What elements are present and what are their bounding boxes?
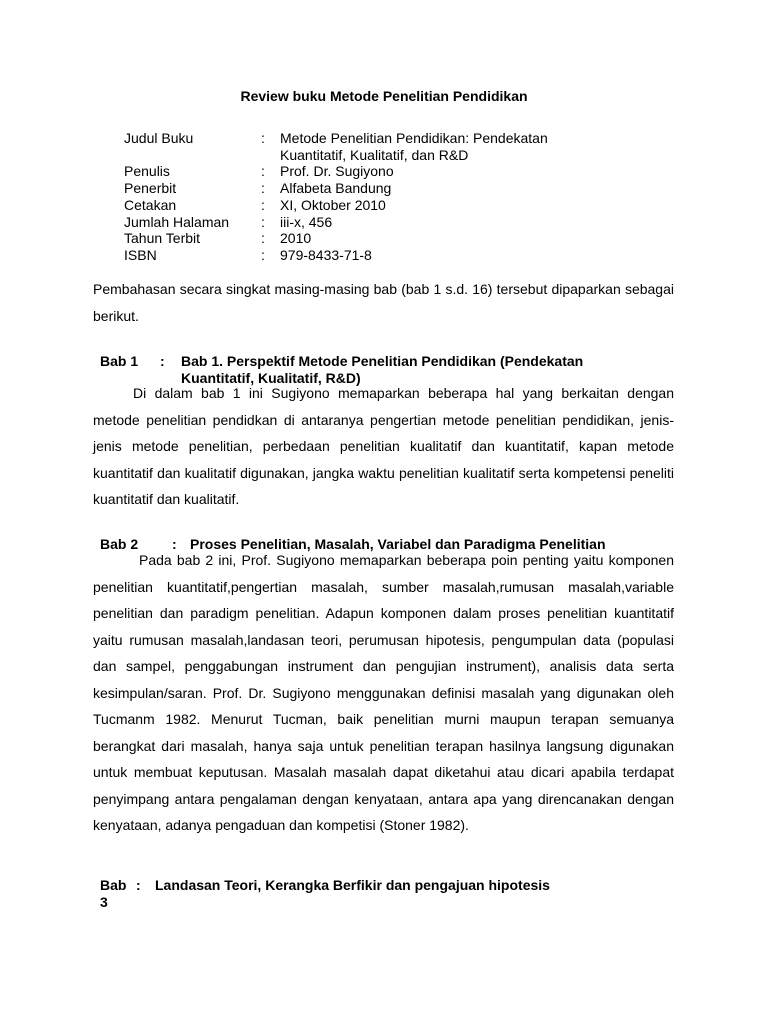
bab3-heading — [100, 877, 550, 911]
book-metadata — [124, 130, 604, 264]
bab-separator: : — [136, 877, 141, 893]
meta-label: Penulis — [124, 163, 170, 180]
meta-separator: : — [261, 130, 265, 146]
bab-title: Bab 1. Perspektif Metode Penelitian Pendidikan (Pendekatan Kuantitatif, Kualitatif, R&D) — [181, 353, 584, 386]
meta-label: Cetakan — [124, 196, 177, 213]
meta-separator: : — [261, 230, 265, 247]
meta-row-cetakan — [124, 197, 604, 214]
bab2-paragraph: Pada bab 2 ini, Prof. Sugiyono memaparkan beberapa poin penting yaitu komponen penelitian kuantitatif,pengertian masalah, sumber masalah,rumusan masalah,variable penelitian dan paradigm penelitian. Adapun komponen dalam proses penelitian kuantitatif yaitu rumusan masalah,landasan teori, perumusan hipotesis, pengumpulan data (populasi dan sampel, penggabungan instrument dan pengujian instrument), analisis data serta kesimpulan/saran. Prof. Dr. Sugiyono menggunakan definisi masalah yang digunakan oleh Tucmanm 1982. Menurut Tucman, baik penelitian murni maupun terapan semuanya berangkat dari masalah, hanya saja untuk penelitian terapan hasilnya langsung digunakan untuk membuat keputusan. Masalah masalah dapat diketahui atau dicari apabila terdapat penyimpang antara pengalaman dengan kenyataan, antara apa yang direncanakan dengan kenyataan, adanya pengaduan dan kompetisi (Stoner 1982). — [93, 552, 674, 833]
meta-row-tahun-terbit — [124, 230, 604, 247]
meta-value: Prof. Dr. Sugiyono — [280, 163, 394, 180]
bab-number: Bab 1 — [100, 353, 139, 369]
document-title: Review buku Metode Penelitian Pendidikan — [240, 88, 528, 104]
meta-row-penerbit — [124, 180, 604, 197]
meta-value: 979-8433-71-8 — [280, 246, 372, 263]
meta-separator: : — [261, 213, 265, 230]
meta-row-jumlah-halaman — [124, 214, 604, 231]
bab1-paragraph: Di dalam bab 1 ini Sugiyono memaparkan beberapa hal yang berkaitan dengan metode penelitian pendidkan di antaranya pengertian metode penelitian pendidikan, jenis-jenis metode penelitian, perbedaan penelitian kualitatif dan kuantitatif, kapan metode kuantitatif dan kualitatif digunakan, jangka waktu penelitian kualitatif serta kompetensi peneliti kuantitatif dan kualitatif. — [93, 385, 674, 507]
meta-separator: : — [261, 196, 265, 213]
meta-separator: : — [261, 180, 265, 197]
intro-paragraph: Pembahasan secara singkat masing-masing bab (bab 1 s.d. 16) tersebut dipaparkan sebagai berikut. — [93, 281, 674, 324]
meta-separator: : — [261, 246, 265, 263]
meta-value: 2010 — [280, 230, 312, 247]
bab-number: Bab 3 — [100, 877, 127, 910]
bab-title: Landasan Teori, Kerangka Berfikir dan pengajuan hipotesis — [155, 877, 550, 893]
meta-label: Penerbit — [124, 180, 177, 197]
bab-separator: : — [172, 536, 177, 552]
meta-value: Alfabeta Bandung — [280, 180, 392, 197]
meta-value: XI, Oktober 2010 — [280, 196, 386, 213]
meta-row-isbn — [124, 247, 604, 264]
meta-row-judul — [124, 130, 604, 163]
meta-label: Tahun Terbit — [124, 230, 201, 247]
bab-separator: : — [160, 353, 165, 369]
bab-number: Bab 2 — [100, 536, 139, 552]
meta-label: Judul Buku — [124, 130, 194, 146]
meta-separator: : — [261, 163, 265, 180]
meta-value: Metode Penelitian Pendidikan: Pendekatan Kuantitatif, Kualitatif, dan R&D — [280, 130, 548, 163]
meta-row-penulis — [124, 163, 604, 180]
meta-label: Jumlah Halaman — [124, 213, 230, 230]
bab-title: Proses Penelitian, Masalah, Variabel dan Paradigma Penelitian — [190, 536, 606, 552]
meta-value: iii-x, 456 — [280, 213, 333, 230]
meta-label: ISBN — [124, 246, 157, 263]
